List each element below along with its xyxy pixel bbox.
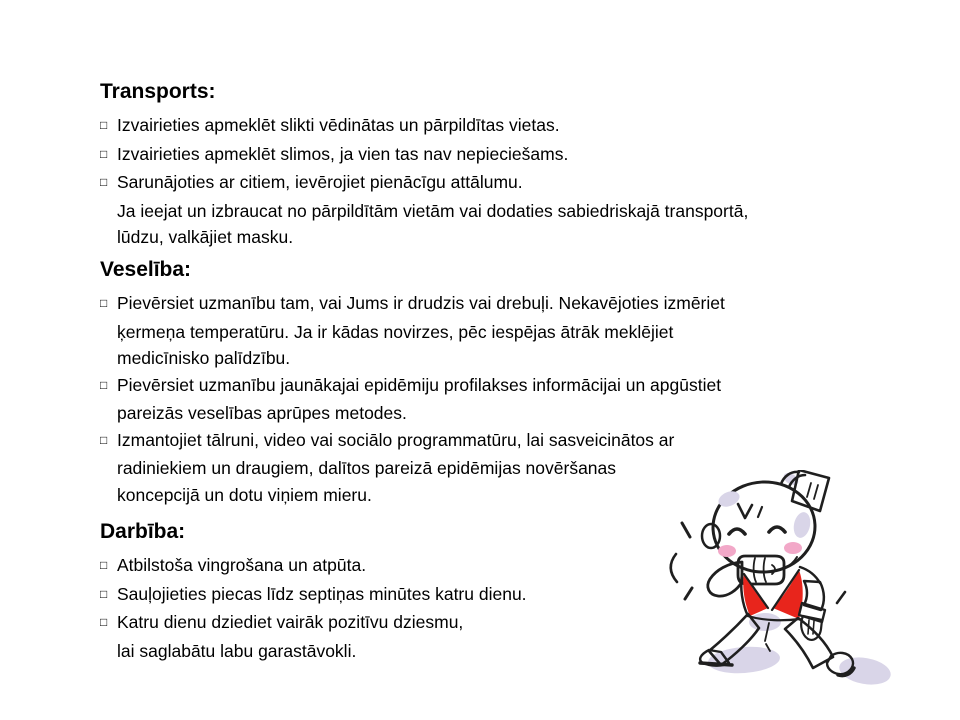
bullet-line (100, 290, 725, 319)
continuation-line (100, 400, 725, 427)
bullet-line (100, 372, 725, 401)
section-darbiba (100, 519, 527, 664)
line-text: lai saglabātu labu garastāvokli. (117, 640, 357, 661)
line-text: Ja ieejat un izbraucat no pārpildītām vietām vai dodaties sabiedriskajā transportā, (117, 200, 749, 221)
bullet-square-icon: □ (100, 146, 108, 161)
bullet-square-icon: □ (100, 118, 108, 132)
line-text: Izvairieties apmeklēt slikti vēdinātas un pārpildītas vietas. (117, 115, 560, 135)
topknot (781, 470, 829, 511)
continuation-line (100, 345, 725, 372)
line-text: medicīnisko palīdzību. (117, 348, 291, 368)
line-text: Katru dienu dziediet vairāk pozitīvu dziesmu, (117, 612, 464, 632)
continuation-line (100, 319, 725, 346)
continuation-line (100, 482, 725, 509)
section-title-veseliba: Veselība: (100, 258, 192, 281)
line-text: ķermeņa temperatūru. Ja ir kādas novirzes, pēc iespējas ātrāk meklējiet (117, 321, 674, 342)
section-veseliba (100, 257, 725, 508)
continuation-line (100, 638, 527, 665)
coughing-child-illustration (652, 470, 907, 710)
continuation-line (100, 224, 748, 251)
forehead-marks (738, 504, 762, 518)
bullet-line (100, 427, 725, 456)
continuation-line (100, 198, 748, 225)
line-text: radiniekiem un draugiem, dalītos pareizā epidēmijas novēršanas (117, 458, 617, 478)
section-transports (100, 79, 748, 251)
line-text: Izvairieties apmeklēt slimos, ja vien tas nav nepieciešams. (117, 143, 569, 164)
section-title-transports: Transports: (100, 80, 216, 103)
bullet-square-icon: □ (100, 586, 108, 601)
line-text: Sauļojieties piecas līdz septiņas minūtes katru dienu. (117, 583, 527, 604)
bullet-line (100, 112, 748, 141)
bullet-square-icon: □ (100, 558, 108, 572)
line-text: koncepcijā un dotu viņiem mieru. (117, 484, 372, 505)
section-title-darbiba: Darbība: (100, 520, 186, 543)
shadow-blobs (707, 613, 893, 688)
bullet-square-icon: □ (100, 175, 108, 189)
bullet-line (100, 581, 527, 610)
line-text: pareizās veselības aprūpes metodes. (117, 403, 407, 423)
line-text: Pievērsiet uzmanību tam, vai Jums ir drudzis vai drebuļi. Nekavējoties izmēriet (117, 293, 725, 313)
bullet-line (100, 169, 748, 198)
right-leg (785, 618, 833, 668)
line-text: Izmantojiet tālruni, video vai sociālo programmatūru, lai sasveicinātos ar (117, 429, 675, 450)
bullet-square-icon: □ (100, 615, 108, 629)
ear (702, 524, 720, 548)
line-text: Pievērsiet uzmanību jaunākajai epidēmiju profilakses informācijai un apgūstiet (117, 374, 722, 395)
bullet-line (100, 141, 748, 170)
line-text: Atbilstoša vingrošana un atpūta. (117, 555, 367, 575)
coughing-child-svg (652, 470, 907, 710)
continuation-line (100, 455, 725, 482)
bullet-square-icon: □ (100, 432, 108, 447)
eyes (729, 527, 785, 534)
bullet-square-icon: □ (100, 296, 108, 310)
bullet-line (100, 609, 527, 638)
bullet-square-icon: □ (100, 377, 108, 392)
motion-strokes (671, 523, 845, 603)
vest (743, 570, 803, 619)
line-text: lūdzu, valkājiet masku. (117, 227, 294, 247)
bullet-line (100, 552, 527, 581)
line-text: Sarunājoties ar citiem, ievērojiet pienācīgu attālumu. (117, 172, 523, 192)
